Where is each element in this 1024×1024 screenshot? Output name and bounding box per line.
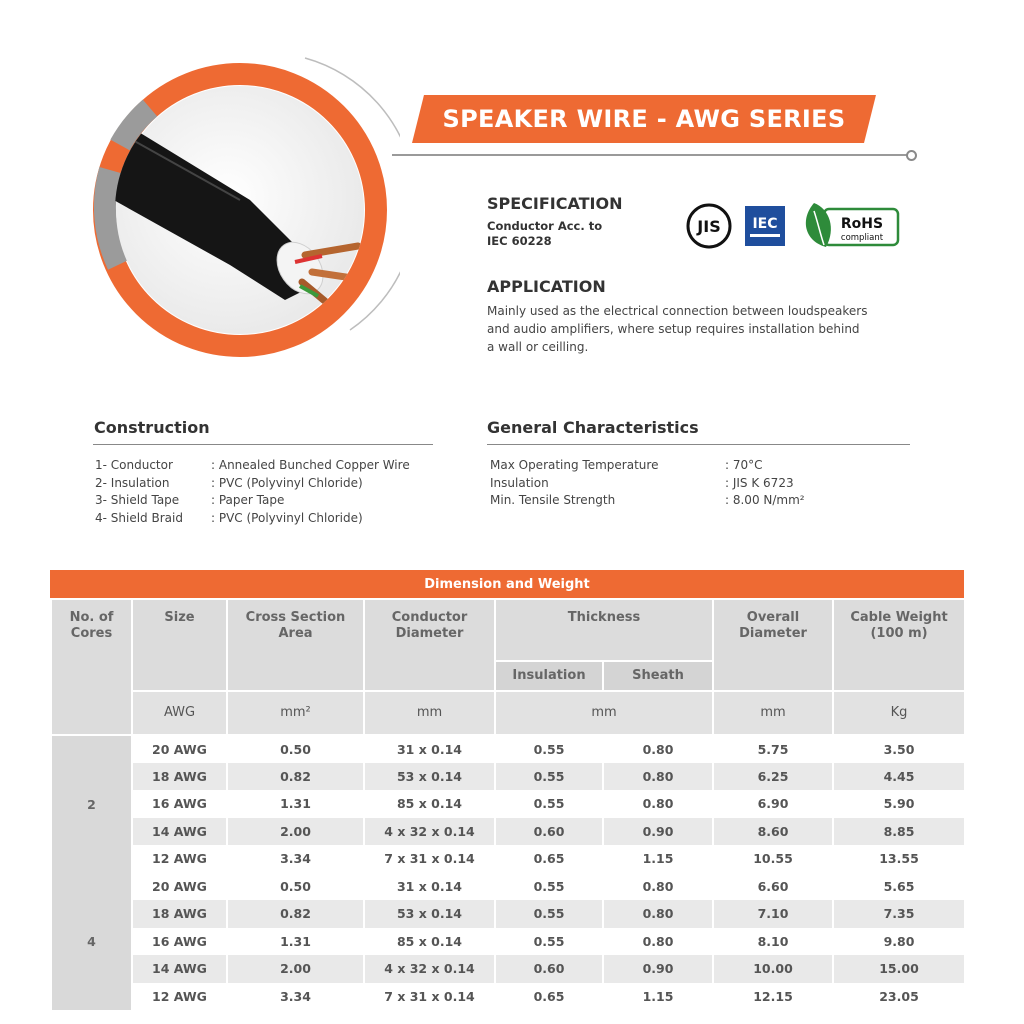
- table-cell: 9.80: [833, 928, 965, 956]
- application-heading: APPLICATION: [487, 277, 606, 296]
- table-cell: 0.80: [603, 790, 713, 818]
- table-cell: 1.31: [227, 928, 364, 956]
- table-cell: 12 AWG: [132, 983, 227, 1011]
- table-cell: 7.10: [713, 900, 833, 928]
- table-cell: 14 AWG: [132, 955, 227, 983]
- unit-weight: Kg: [833, 691, 965, 735]
- table-cell: 0.65: [495, 845, 603, 873]
- table-cell: 0.55: [495, 873, 603, 901]
- unit-size: AWG: [132, 691, 227, 735]
- table-cell: 0.50: [227, 735, 364, 763]
- table-cell: 5.75: [713, 735, 833, 763]
- table-cell: 0.80: [603, 873, 713, 901]
- construction-divider: [93, 444, 433, 445]
- table-cell: 1.31: [227, 790, 364, 818]
- table-cell: 53 x 0.14: [364, 763, 495, 791]
- application-line-1: Mainly used as the electrical connection between loudspeakers: [487, 304, 868, 318]
- table-cell: 7.35: [833, 900, 965, 928]
- svg-text:compliant: compliant: [840, 233, 884, 243]
- table-row: [51, 845, 965, 873]
- table-cell: 85 x 0.14: [364, 790, 495, 818]
- svg-text:RoHS: RoHS: [840, 216, 884, 232]
- table-cell: 2.00: [227, 955, 364, 983]
- cable-illustration: [90, 50, 400, 360]
- general-item: Min. Tensile Strength : 8.00 N/mm²: [490, 493, 805, 507]
- divider-end-dot: [906, 150, 917, 161]
- table-cell: 5.90: [833, 790, 965, 818]
- table-cell: 8.10: [713, 928, 833, 956]
- header-cores: No. of Cores: [51, 599, 132, 735]
- header-thickness: Thickness: [495, 599, 713, 661]
- construction-item: 4- Shield Braid : PVC (Polyvinyl Chloride): [95, 510, 363, 525]
- construction-list: [95, 457, 410, 527]
- table-row: [51, 763, 965, 791]
- table-cell: 6.90: [713, 790, 833, 818]
- table-cell: 18 AWG: [132, 763, 227, 791]
- construction-item: 3- Shield Tape : Paper Tape: [95, 493, 285, 507]
- table-cell: 53 x 0.14: [364, 900, 495, 928]
- iec-logo-icon: [744, 205, 786, 247]
- table-cell: 0.65: [495, 983, 603, 1011]
- table-cell: 5.65: [833, 873, 965, 901]
- application-line-2: and audio amplifiers, where setup requires installation behind: [487, 322, 860, 336]
- table-cell: 0.90: [603, 955, 713, 983]
- table-cell: 0.80: [603, 928, 713, 956]
- table-cell: 85 x 0.14: [364, 928, 495, 956]
- table-cell: 31 x 0.14: [364, 735, 495, 763]
- unit-area: mm²: [227, 691, 364, 735]
- table-cell: 12 AWG: [132, 845, 227, 873]
- header-insulation: Insulation: [495, 661, 603, 691]
- table-cell: 0.55: [495, 900, 603, 928]
- table-cell: 0.82: [227, 900, 364, 928]
- table-cell: 0.55: [495, 763, 603, 791]
- table-cell: 1.15: [603, 983, 713, 1011]
- header-weight: Cable Weight (100 m): [833, 599, 965, 691]
- header-conductor: Conductor Diameter: [364, 599, 495, 691]
- table-cell: 0.60: [495, 818, 603, 846]
- header-area: Cross Section Area: [227, 599, 364, 691]
- table-cell: 0.80: [603, 735, 713, 763]
- table-row: [51, 900, 965, 928]
- table-row: [51, 818, 965, 846]
- table-row: [51, 955, 965, 983]
- svg-text:IEC: IEC: [752, 216, 778, 232]
- table-cell: 31 x 0.14: [364, 873, 495, 901]
- spec-line-1: Conductor Acc. to: [487, 219, 603, 233]
- rohs-logo-icon: [800, 199, 900, 251]
- table-cell: 0.90: [603, 818, 713, 846]
- application-text: [487, 302, 897, 356]
- unit-conductor: mm: [364, 691, 495, 735]
- table-cell: 7 x 31 x 0.14: [364, 845, 495, 873]
- table-cell: 12.15: [713, 983, 833, 1011]
- cores-cell: 4: [51, 873, 132, 1011]
- svg-text:JIS: JIS: [697, 217, 721, 236]
- table-cell: 10.55: [713, 845, 833, 873]
- cores-cell: 2: [51, 735, 132, 873]
- table-cell: 0.80: [603, 763, 713, 791]
- table-row: [51, 873, 965, 901]
- table-cell: 0.55: [495, 735, 603, 763]
- general-heading: General Characteristics: [487, 418, 699, 437]
- table-row: [51, 790, 965, 818]
- specification-text: [487, 219, 627, 249]
- table-row: [51, 983, 965, 1011]
- table-cell: 0.55: [495, 790, 603, 818]
- title-divider: [392, 154, 912, 156]
- table-cell: 13.55: [833, 845, 965, 873]
- page-title: SPEAKER WIRE - AWG SERIES: [442, 105, 846, 133]
- table-cell: 0.60: [495, 955, 603, 983]
- header-size: Size: [132, 599, 227, 691]
- table-cell: 3.34: [227, 983, 364, 1011]
- table-cell: 3.34: [227, 845, 364, 873]
- table-cell: 23.05: [833, 983, 965, 1011]
- table-cell: 2.00: [227, 818, 364, 846]
- table-cell: 7 x 31 x 0.14: [364, 983, 495, 1011]
- table-cell: 4 x 32 x 0.14: [364, 955, 495, 983]
- table-cell: 0.82: [227, 763, 364, 791]
- general-divider: [487, 444, 910, 445]
- header-overall: Overall Diameter: [713, 599, 833, 691]
- specification-heading: SPECIFICATION: [487, 194, 623, 213]
- table-cell: 14 AWG: [132, 818, 227, 846]
- table-cell: 18 AWG: [132, 900, 227, 928]
- table-cell: 6.25: [713, 763, 833, 791]
- table-title: Dimension and Weight: [50, 570, 964, 598]
- table-cell: 8.60: [713, 818, 833, 846]
- table-cell: 0.50: [227, 873, 364, 901]
- table-row: [51, 735, 965, 763]
- table-cell: 10.00: [713, 955, 833, 983]
- header-sheath: Sheath: [603, 661, 713, 691]
- table-cell: 0.55: [495, 928, 603, 956]
- table-cell: 20 AWG: [132, 735, 227, 763]
- table-cell: 3.50: [833, 735, 965, 763]
- general-item: Insulation : JIS K 6723: [490, 475, 794, 490]
- table-cell: 1.15: [603, 845, 713, 873]
- table-cell: 16 AWG: [132, 928, 227, 956]
- title-banner: [418, 95, 870, 143]
- dimension-weight-table: [50, 570, 964, 1010]
- table-cell: 4 x 32 x 0.14: [364, 818, 495, 846]
- table-cell: 20 AWG: [132, 873, 227, 901]
- construction-item: 1- Conductor : Annealed Bunched Copper Wire: [95, 458, 410, 472]
- unit-overall: mm: [713, 691, 833, 735]
- spec-line-2: IEC 60228: [487, 234, 552, 248]
- construction-heading: Construction: [94, 418, 210, 437]
- table-cell: 8.85: [833, 818, 965, 846]
- jis-logo-icon: [686, 203, 732, 249]
- table-cell: 15.00: [833, 955, 965, 983]
- table-cell: 16 AWG: [132, 790, 227, 818]
- table-row: [51, 928, 965, 956]
- general-list: [490, 457, 805, 510]
- table-cell: 4.45: [833, 763, 965, 791]
- general-item: Max Operating Temperature : 70°C: [490, 458, 763, 472]
- application-line-3: a wall or ceilling.: [487, 340, 589, 354]
- construction-item: 2- Insulation : PVC (Polyvinyl Chloride): [95, 475, 363, 490]
- table-cell: 6.60: [713, 873, 833, 901]
- unit-thickness: mm: [495, 691, 713, 735]
- table-cell: 0.80: [603, 900, 713, 928]
